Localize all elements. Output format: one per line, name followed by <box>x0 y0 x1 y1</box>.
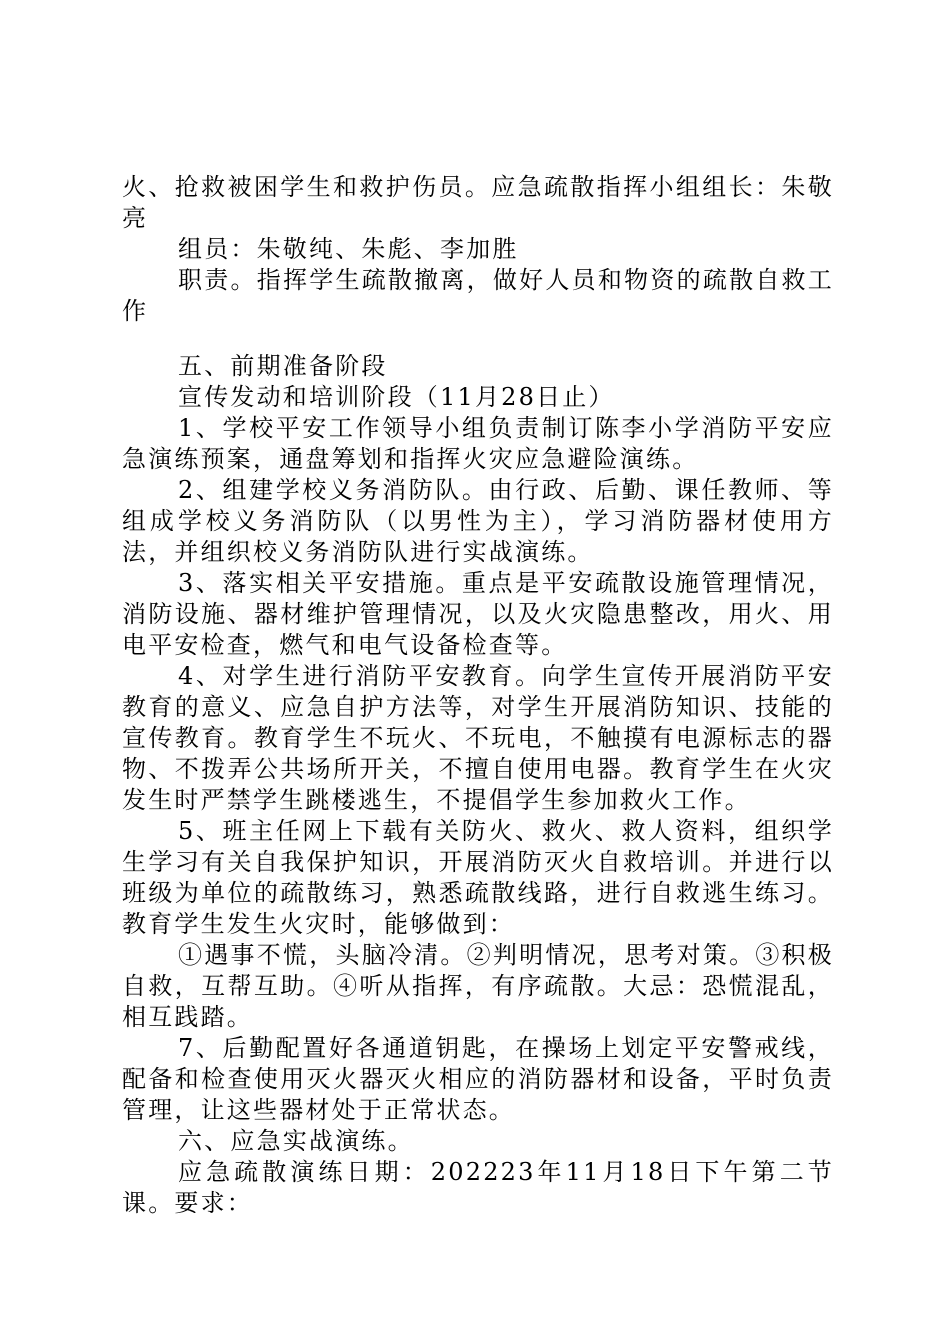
paragraph-team-members: 组员：朱敬纯、朱彪、李加胜 <box>178 235 519 263</box>
paragraph-duties: 职责。指挥学生疏散撤离，做好人员和物资的疏散自救工作 <box>122 266 834 325</box>
document-body <box>122 172 834 1219</box>
paragraph-item-2: 2、组建学校义务消防队。由行政、后勤、课任教师、等组成学校义务消防队（以男性为主），学习消防器材使用方法，并组织校义务消防队进行实战演练。 <box>122 476 834 566</box>
paragraph-principles: ①遇事不慌，头脑冷清。②判明情况，思考对策。③积极自救，互帮互助。④听从指挥，有序疏散。大忌：恐慌混乱，相互践踏。 <box>122 941 834 1031</box>
subheading-publicity-training: 宣传发动和培训阶段（11月28日止） <box>178 383 615 411</box>
paragraph-fire-rescue-duty: 火、抢救被困学生和救护伤员。应急疏散指挥小组组长：朱敬亮 <box>122 173 834 232</box>
paragraph-item-1: 1、学校平安工作领导小组负责制订陈李小学消防平安应急演练预案，通盘筹划和指挥火灾应急避险演练。 <box>122 414 834 473</box>
paragraph-item-5: 5、班主任网上下载有关防火、救火、救人资料，组织学生学习有关自我保护知识，开展消防灭火自救培训。并进行以班级为单位的疏散练习，熟悉疏散线路，进行自救逃生练习。教育学生发生火灾时，能够做到： <box>122 817 834 938</box>
paragraph-drill-date: 应急疏散演练日期：202223年11月18日下午第二节课。要求： <box>122 1158 834 1217</box>
section-heading-drill: 六、应急实战演练。 <box>178 1127 414 1155</box>
paragraph-item-4: 4、对学生进行消防平安教育。向学生宣传开展消防平安教育的意义、应急自护方法等，对学生开展消防知识、技能的宣传教育。教育学生不玩火、不玩电，不触摸有电源标志的器物、不拨弄公共场所开关，不擅自使用电器。教育学生在火灾发生时严禁学生跳楼逃生，不提倡学生参加救火工作。 <box>122 662 834 814</box>
paragraph-item-7: 7、后勤配置好各通道钥匙，在操场上划定平安警戒线，配备和检查使用灭火器灭火相应的消防器材和设备，平时负责管理，让这些器材处于正常状态。 <box>122 1034 834 1124</box>
section-heading-preparation: 五、前期准备阶段 <box>178 352 388 380</box>
paragraph-item-3: 3、落实相关平安措施。重点是平安疏散设施管理情况，消防设施、器材维护管理情况，以及火灾隐患整改，用火、用电平安检查，燃气和电气设备检查等。 <box>122 569 834 659</box>
